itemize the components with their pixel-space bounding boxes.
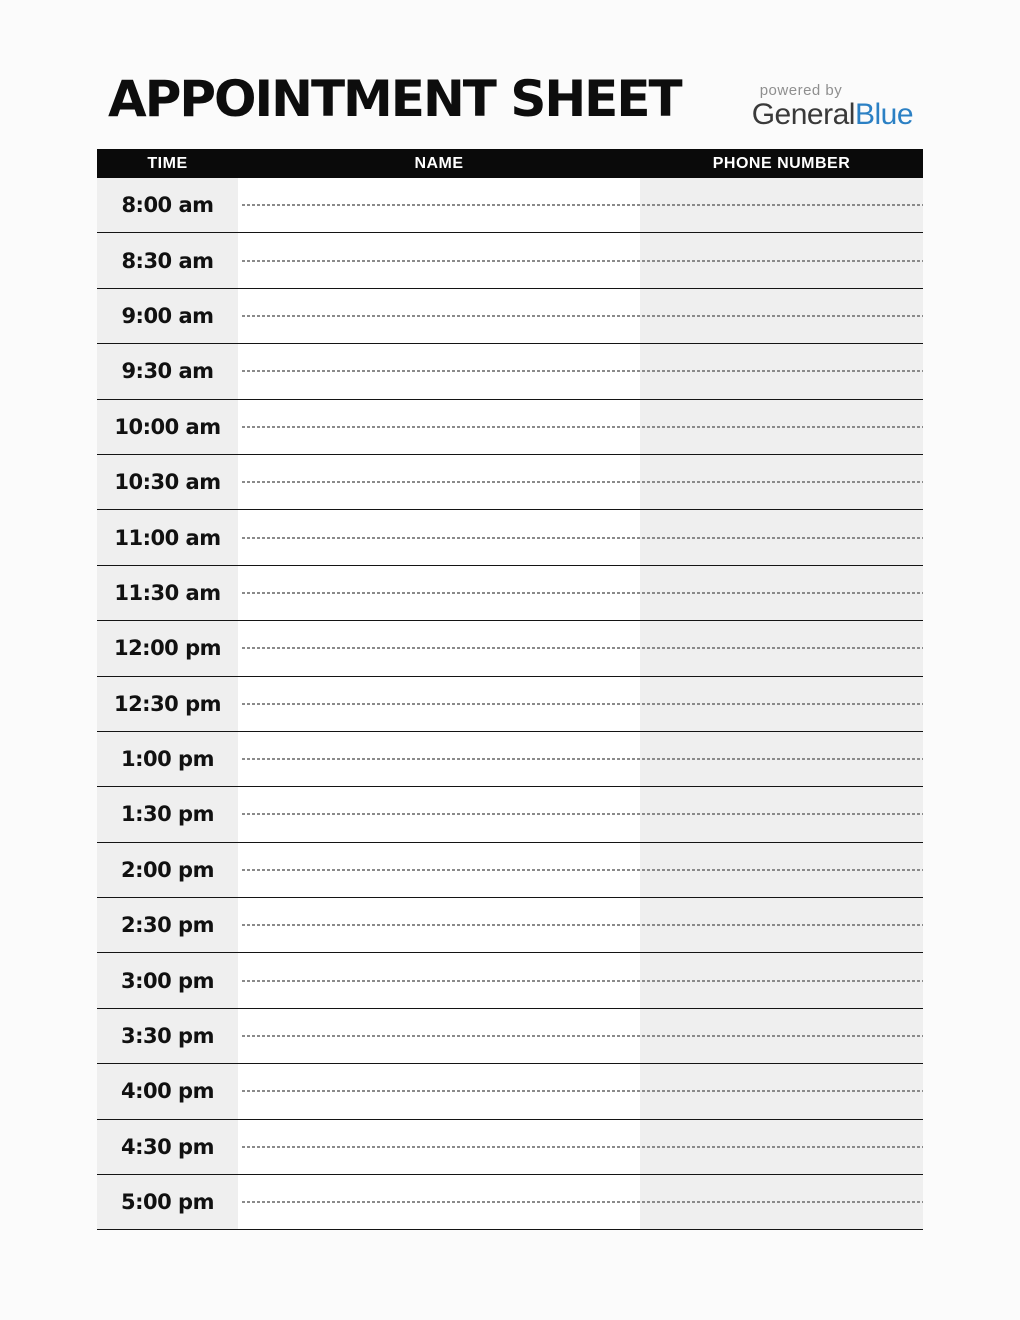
time-cell [97,898,238,952]
time-cell [97,566,238,620]
time-label: 10:30 am [114,470,221,495]
appointment-row [97,677,923,732]
name-entry-line[interactable] [238,344,640,398]
time-cell [97,1064,238,1118]
appointment-row [97,1120,923,1175]
phone-entry-line[interactable] [640,344,923,398]
time-label: 1:00 pm [121,747,214,772]
name-entry-line[interactable] [238,953,640,1007]
phone-entry-line[interactable] [640,400,923,454]
phone-entry-line[interactable] [640,1064,923,1118]
phone-entry-line[interactable] [640,787,923,841]
time-label: 11:30 am [114,580,221,605]
phone-entry-line[interactable] [640,1175,923,1229]
appointment-row [97,566,923,621]
brand-block [752,82,913,130]
time-label: 5:00 pm [121,1190,214,1215]
time-cell [97,455,238,509]
column-header-phone-number: PHONE NUMBER [712,154,851,172]
table-header-row [97,149,923,178]
appointment-row [97,732,923,787]
time-cell [97,1120,238,1174]
time-cell [97,1175,238,1229]
appointment-row [97,1009,923,1064]
phone-entry-line[interactable] [640,843,923,897]
name-entry-line[interactable] [238,1064,640,1118]
brand-name-general: General [751,98,855,131]
brand-name-blue: Blue [854,98,913,131]
phone-entry-line[interactable] [640,1120,923,1174]
name-entry-line[interactable] [238,289,640,343]
appointment-row [97,1175,923,1230]
name-entry-line[interactable] [238,233,640,287]
phone-entry-line[interactable] [640,898,923,952]
time-cell [97,289,238,343]
phone-entry-line[interactable] [640,178,923,232]
time-label: 3:30 pm [121,1024,214,1049]
time-label: 2:00 pm [121,857,214,882]
time-cell [97,400,238,454]
appointment-row [97,455,923,510]
phone-entry-line[interactable] [640,455,923,509]
time-label: 9:30 am [121,359,214,384]
appointment-row [97,621,923,676]
name-entry-line[interactable] [238,566,640,620]
time-label: 4:00 pm [121,1079,214,1104]
time-cell [97,953,238,1007]
name-entry-line[interactable] [238,843,640,897]
phone-entry-line[interactable] [640,953,923,1007]
time-label: 9:00 am [121,303,214,328]
page-title: APPOINTMENT SHEET [108,70,681,128]
column-header-name: NAME [414,154,464,172]
phone-entry-line[interactable] [640,677,923,731]
appointment-row [97,843,923,898]
name-entry-line[interactable] [238,898,640,952]
time-cell [97,732,238,786]
time-cell [97,233,238,287]
phone-entry-line[interactable] [640,1009,923,1063]
name-entry-line[interactable] [238,1009,640,1063]
name-entry-line[interactable] [238,400,640,454]
appointment-table [97,149,923,1230]
name-entry-line[interactable] [238,1120,640,1174]
time-label: 1:30 pm [121,802,214,827]
column-header-time: TIME [147,154,188,172]
time-cell [97,843,238,897]
time-cell [97,344,238,398]
appointment-row [97,289,923,344]
appointment-row [97,787,923,842]
appointment-row [97,233,923,288]
phone-entry-line[interactable] [640,566,923,620]
table-rows [97,178,923,1230]
time-cell [97,510,238,564]
time-cell [97,178,238,232]
time-label: 3:00 pm [121,968,214,993]
brand-logo [752,100,913,130]
time-label: 8:00 am [121,193,214,218]
appointment-row [97,344,923,399]
time-label: 4:30 pm [121,1134,214,1159]
time-label: 8:30 am [121,248,214,273]
name-entry-line[interactable] [238,787,640,841]
time-label: 12:00 pm [113,636,222,661]
time-cell [97,787,238,841]
name-entry-line[interactable] [238,621,640,675]
appointment-row [97,510,923,565]
name-entry-line[interactable] [238,732,640,786]
name-entry-line[interactable] [238,1175,640,1229]
appointment-row [97,898,923,953]
appointment-row [97,400,923,455]
phone-entry-line[interactable] [640,621,923,675]
time-label: 12:30 pm [113,691,222,716]
time-cell [97,677,238,731]
powered-by-label: powered by [759,82,843,99]
phone-entry-line[interactable] [640,510,923,564]
name-entry-line[interactable] [238,510,640,564]
name-entry-line[interactable] [238,178,640,232]
time-label: 10:00 am [114,414,221,439]
page-header [108,70,925,132]
appointment-row [97,178,923,233]
appointment-row [97,1064,923,1119]
time-cell [97,621,238,675]
name-entry-line[interactable] [238,455,640,509]
phone-entry-line[interactable] [640,732,923,786]
time-cell [97,1009,238,1063]
time-label: 11:00 am [114,525,221,550]
phone-entry-line[interactable] [640,233,923,287]
name-entry-line[interactable] [238,677,640,731]
phone-entry-line[interactable] [640,289,923,343]
time-label: 2:30 pm [121,913,214,938]
appointment-row [97,953,923,1008]
